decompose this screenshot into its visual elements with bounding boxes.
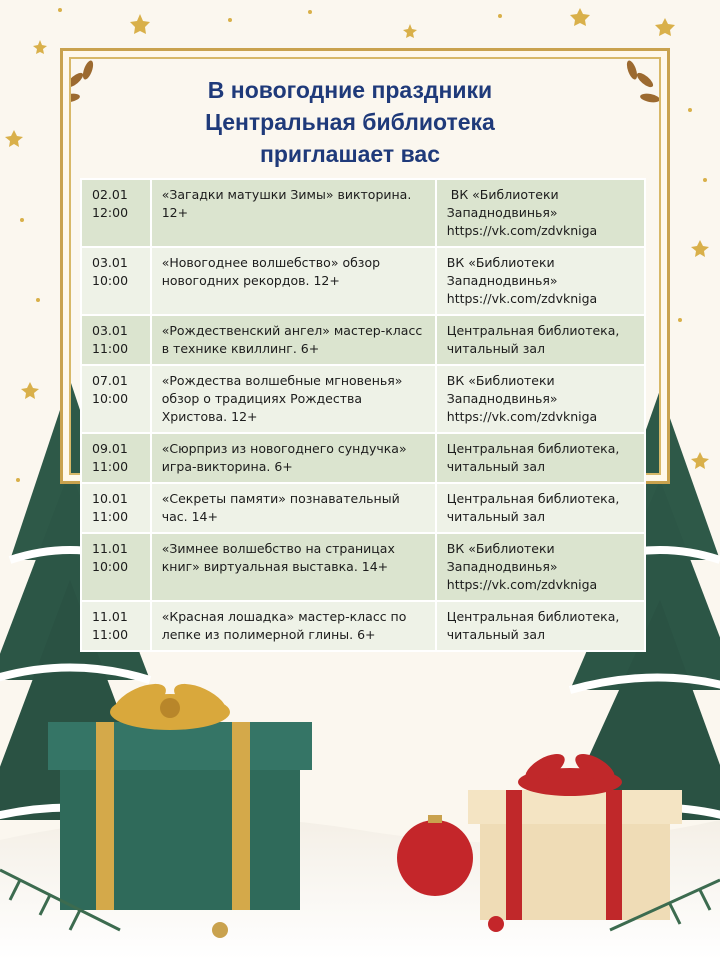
place-cell [436, 365, 645, 433]
place-line: читальный зал [446, 627, 546, 642]
place-line: Западнодвинья» [446, 205, 558, 220]
title-line-2: Центральная библиотека [205, 109, 495, 135]
bow-icon [110, 677, 231, 730]
place-link[interactable]: https://vk.com/zdvkniga [446, 291, 598, 306]
place-cell [436, 433, 645, 483]
table-row [81, 365, 645, 433]
event-cell: «Рождественский ангел» мастер-класс в технике квиллинг. 6+ [151, 315, 436, 365]
date: 09.01 [92, 441, 128, 456]
date-cell [81, 179, 151, 247]
time: 10:00 [92, 273, 129, 288]
date-cell [81, 483, 151, 533]
place-line: читальный зал [446, 341, 546, 356]
place-line: ВК «Библиотеки [446, 255, 555, 270]
table-row [81, 315, 645, 365]
event-cell: «Секреты памяти» познавательный час. 14+ [151, 483, 436, 533]
place-cell [436, 247, 645, 315]
gift-box-icon [468, 790, 682, 920]
place-line: ВК «Библиотеки [446, 373, 555, 388]
place-cell [436, 483, 645, 533]
place-link[interactable]: https://vk.com/zdvkniga [446, 577, 598, 592]
event-cell: «Рождества волшебные мгновенья» обзор о традициях Рождества Христова. 12+ [151, 365, 436, 433]
table-row [81, 179, 645, 247]
place-line: ВК «Библиотеки [446, 187, 559, 202]
time: 11:00 [92, 509, 129, 524]
place-line: Центральная библиотека, [446, 441, 620, 456]
time: 11:00 [92, 341, 129, 356]
event-cell: «Новогоднее волшебство» обзор новогодних рекордов. 12+ [151, 247, 436, 315]
date-cell [81, 433, 151, 483]
date: 10.01 [92, 491, 128, 506]
time: 12:00 [92, 205, 129, 220]
place-line: Западнодвинья» [446, 273, 558, 288]
table-row [81, 433, 645, 483]
date-cell [81, 315, 151, 365]
place-line: читальный зал [446, 509, 546, 524]
place-cell [436, 533, 645, 601]
page-title [150, 74, 550, 170]
date-cell [81, 247, 151, 315]
place-line: читальный зал [446, 459, 546, 474]
gift-box-icon [48, 722, 312, 910]
date: 03.01 [92, 255, 128, 270]
date: 11.01 [92, 609, 128, 624]
date-cell [81, 601, 151, 651]
date: 11.01 [92, 541, 128, 556]
event-cell: «Зимнее волшебство на страницах книг» виртуальная выставка. 14+ [151, 533, 436, 601]
event-cell: «Загадки матушки Зимы» викторина. 12+ [151, 179, 436, 247]
events-table [80, 178, 646, 652]
place-line: Западнодвинья» [446, 559, 558, 574]
time: 11:00 [92, 627, 129, 642]
event-cell: «Красная лошадка» мастер-класс по лепке из полимерной глины. 6+ [151, 601, 436, 651]
table-row [81, 533, 645, 601]
place-cell [436, 601, 645, 651]
table-row [81, 601, 645, 651]
time: 10:00 [92, 391, 129, 406]
place-cell [436, 315, 645, 365]
date-cell [81, 365, 151, 433]
date: 07.01 [92, 373, 128, 388]
place-cell [436, 179, 645, 247]
date-cell [81, 533, 151, 601]
title-line-3: приглашает вас [259, 141, 440, 167]
place-line: Западнодвинья» [446, 391, 558, 406]
table-row [81, 483, 645, 533]
date: 02.01 [92, 187, 128, 202]
time: 11:00 [92, 459, 129, 474]
title-line-1: В новогодние праздники [207, 77, 493, 103]
place-link[interactable]: https://vk.com/zdvkniga [446, 223, 598, 238]
place-line: Центральная библиотека, [446, 609, 620, 624]
table-row [81, 247, 645, 315]
place-link[interactable]: https://vk.com/zdvkniga [446, 409, 598, 424]
place-line: ВК «Библиотеки [446, 541, 555, 556]
place-line: Центральная библиотека, [446, 491, 620, 506]
time: 10:00 [92, 559, 129, 574]
event-cell: «Сюрприз из новогоднего сундучка» игра-викторина. 6+ [151, 433, 436, 483]
place-line: Центральная библиотека, [446, 323, 620, 338]
date: 03.01 [92, 323, 128, 338]
